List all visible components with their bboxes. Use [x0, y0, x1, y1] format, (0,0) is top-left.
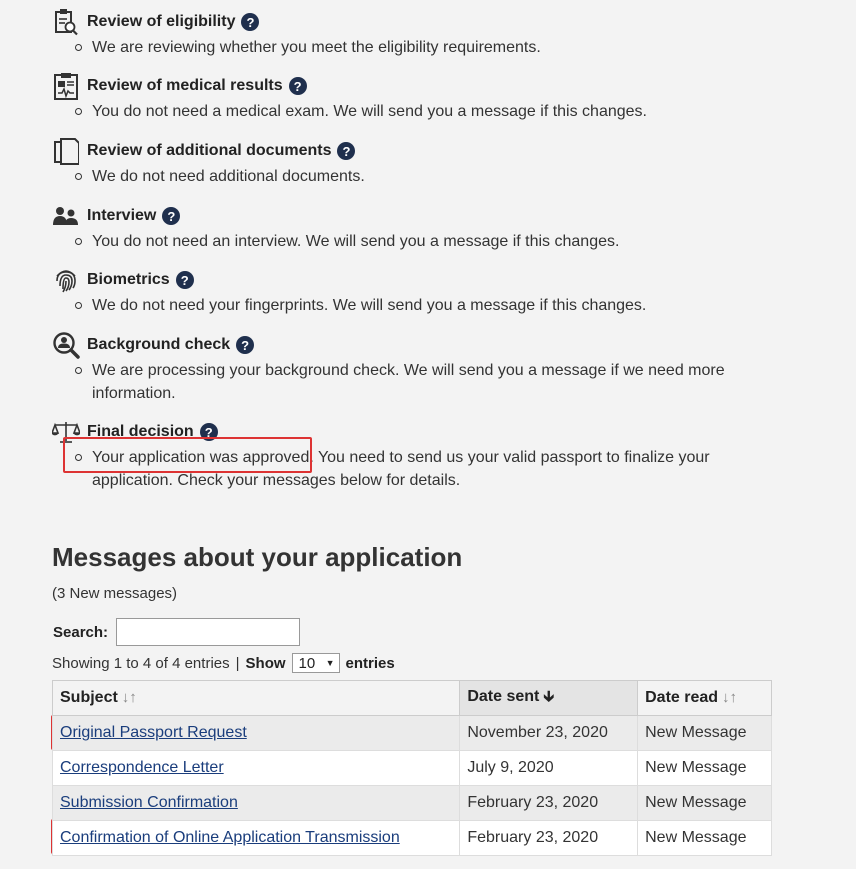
status-title: Biometrics	[87, 271, 170, 288]
message-subject-link[interactable]: Correspondence Letter	[60, 759, 224, 776]
magnifier-person-icon	[52, 331, 80, 359]
status-final-decision	[52, 418, 772, 492]
scales-icon	[52, 418, 80, 446]
status-title: Final decision	[87, 423, 194, 440]
status-title: Background check	[87, 336, 231, 353]
table-row	[53, 716, 772, 751]
status-description: We are reviewing whether you meet the eligibility requirements.	[52, 36, 772, 59]
status-description: You do not need an interview. We will send you a message if this changes.	[52, 230, 772, 253]
status-title: Review of medical results	[87, 77, 283, 94]
sort-descending-icon: 🡳	[543, 687, 555, 705]
messages-heading: Messages about your application	[52, 542, 463, 572]
separator: |	[235, 654, 240, 672]
caret-down-icon: ▼	[325, 658, 335, 668]
page-size-select[interactable]	[292, 653, 340, 673]
documents-icon	[52, 137, 80, 165]
application-status-list	[52, 8, 772, 492]
table-row	[53, 821, 772, 856]
column-header-subject[interactable]: Subject ↓↑	[53, 681, 460, 716]
status-eligibility	[52, 8, 772, 72]
column-header-date-read[interactable]: Date read ↓↑	[638, 681, 772, 716]
help-icon[interactable]: ?	[337, 142, 355, 160]
status-description: We do not need your fingerprints. We will send you a message if this changes.	[52, 294, 772, 317]
status-description: We are processing your background check. We will send you a message if we need more information.	[52, 359, 772, 405]
fingerprint-icon	[52, 266, 80, 294]
messages-table	[52, 680, 772, 856]
status-interview	[52, 202, 772, 266]
help-icon[interactable]: ?	[241, 13, 259, 31]
status-documents	[52, 137, 772, 202]
status-title: Review of eligibility	[87, 13, 236, 30]
new-messages-count: (3 New messages)	[52, 585, 178, 602]
search-label: Search:	[53, 623, 109, 641]
message-subject-link[interactable]: Confirmation of Online Application Transmission	[60, 829, 400, 846]
date-read-cell: New Message	[638, 751, 772, 786]
medical-chart-icon	[52, 72, 80, 100]
message-subject-link[interactable]: Submission Confirmation	[60, 794, 238, 811]
table-header-row	[53, 681, 772, 716]
status-title: Interview	[87, 207, 157, 224]
date-sent-cell: February 23, 2020	[460, 786, 638, 821]
date-sent-cell: February 23, 2020	[460, 821, 638, 856]
status-description: Your application was approved. You need to send us your valid passport to finalize your application. Check your messages below for details.	[52, 446, 772, 492]
people-icon	[52, 202, 80, 230]
status-background-check	[52, 331, 772, 418]
date-sent-cell: November 23, 2020	[460, 716, 638, 751]
status-description: You do not need a medical exam. We will send you a message if this changes.	[52, 100, 772, 123]
status-biometrics	[52, 266, 772, 331]
status-description: We do not need additional documents.	[52, 165, 772, 188]
message-subject-link[interactable]: Original Passport Request	[60, 724, 247, 741]
date-sent-cell: July 9, 2020	[460, 751, 638, 786]
date-read-cell: New Message	[638, 786, 772, 821]
help-icon[interactable]: ?	[162, 207, 180, 225]
sort-icon: ↓↑	[722, 689, 738, 706]
search-row	[53, 618, 300, 646]
date-read-cell: New Message	[638, 821, 772, 856]
entries-label: entries	[345, 654, 395, 672]
status-title: Review of additional documents	[87, 142, 332, 159]
search-input[interactable]	[116, 618, 300, 646]
help-icon[interactable]: ?	[289, 77, 307, 95]
help-icon[interactable]: ?	[200, 423, 218, 441]
show-label: Show	[245, 654, 286, 672]
column-header-date-sent[interactable]: Date sent 🡳	[460, 681, 638, 716]
table-row	[53, 751, 772, 786]
entries-info	[52, 652, 395, 674]
showing-entries-text: Showing 1 to 4 of 4 entries	[52, 654, 230, 672]
date-read-cell: New Message	[638, 716, 772, 751]
page-size-value: 10	[298, 654, 316, 672]
table-row	[53, 786, 772, 821]
sort-icon: ↓↑	[121, 689, 137, 706]
clipboard-search-icon	[52, 8, 80, 36]
status-medical	[52, 72, 772, 137]
help-icon[interactable]: ?	[236, 336, 254, 354]
help-icon[interactable]: ?	[176, 271, 194, 289]
